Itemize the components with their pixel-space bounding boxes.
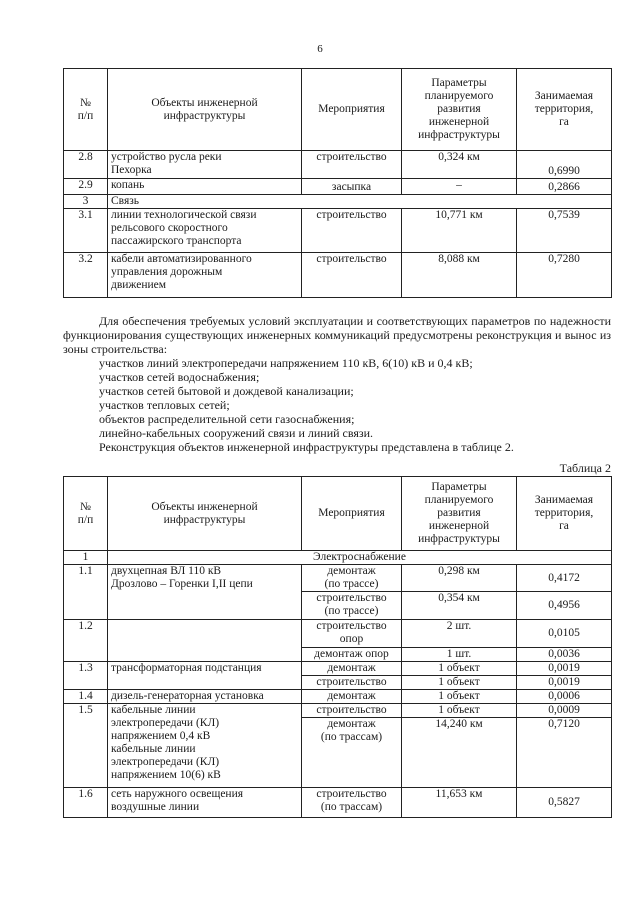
table-row bbox=[64, 565, 612, 592]
row-num: 1.4 bbox=[64, 690, 108, 704]
row-num: 3 bbox=[64, 195, 108, 209]
row-section-title: Связь bbox=[108, 195, 612, 209]
header-objects: Объекты инженерной инфраструктуры bbox=[108, 69, 302, 151]
row-measure: строительство bbox=[302, 253, 402, 298]
table-header-row bbox=[64, 69, 612, 151]
row-num: 1.3 bbox=[64, 662, 108, 690]
row-param: 11,653 км bbox=[402, 788, 517, 818]
paragraph-intro: Для обеспечения требуемых условий эксплуатации и соответствующих параметров по надежности функционирования существующих инженерных коммуникаций предусмотрены реконструкция и вынос из зоны строительства: bbox=[63, 314, 611, 356]
row-area: 0,4956 bbox=[517, 592, 612, 620]
row-object: кабельные линии электропередачи (КЛ) напряжением 0,4 кВ кабельные линии электропередачи (КЛ) напряжением 10(6) кВ bbox=[108, 704, 302, 788]
body-text bbox=[63, 314, 611, 454]
row-num: 1.6 bbox=[64, 788, 108, 818]
row-param: 1 объект bbox=[402, 662, 517, 676]
table-row bbox=[64, 704, 612, 718]
list-item: участков линий электропередачи напряжением 110 кВ, 6(10) кВ и 0,4 кВ; bbox=[99, 356, 473, 370]
row-area: 0,7539 bbox=[517, 209, 612, 253]
row-object: двухцепная ВЛ 110 кВ Дрозлово – Горенки I,II цепи bbox=[108, 565, 302, 620]
row-num: 3.2 bbox=[64, 253, 108, 298]
row-num: 3.1 bbox=[64, 209, 108, 253]
row-measure: строительство bbox=[302, 704, 402, 718]
row-area: 0,0006 bbox=[517, 690, 612, 704]
header-measures: Мероприятия bbox=[302, 477, 402, 551]
table-row bbox=[64, 253, 612, 298]
row-object: копань bbox=[108, 179, 302, 195]
row-area: 0,0019 bbox=[517, 662, 612, 676]
row-param: 10,771 км bbox=[402, 209, 517, 253]
table-row bbox=[64, 620, 612, 648]
paragraph-table-ref: Реконструкция объектов инженерной инфраструктуры представлена в таблице 2. bbox=[99, 440, 514, 454]
row-param: 0,354 км bbox=[402, 592, 517, 620]
row-param: 14,240 км bbox=[402, 718, 517, 788]
row-num: 1.5 bbox=[64, 704, 108, 788]
table-row bbox=[64, 179, 612, 195]
header-area: Занимаемая территория, га bbox=[517, 477, 612, 551]
header-num: № п/п bbox=[64, 69, 108, 151]
row-object: устройство русла реки Пехорка bbox=[108, 151, 302, 179]
row-object: трансформаторная подстанция bbox=[108, 662, 302, 690]
row-area: 0,0019 bbox=[517, 676, 612, 690]
row-param: 1 объект bbox=[402, 676, 517, 690]
row-param: 0,298 км bbox=[402, 565, 517, 592]
row-num: 1.2 bbox=[64, 620, 108, 662]
page-number: 6 bbox=[317, 43, 323, 55]
row-area: 0,0105 bbox=[517, 620, 612, 648]
row-measure: демонтаж (по трассе) bbox=[302, 565, 402, 592]
row-measure: строительство bbox=[302, 151, 402, 179]
row-param: 2 шт. bbox=[402, 620, 517, 648]
header-params: Параметры планируемого развития инженерной инфраструктуры bbox=[402, 69, 517, 151]
row-area: 0,6990 bbox=[517, 151, 612, 179]
row-param: – bbox=[402, 179, 517, 195]
infrastructure-table-2 bbox=[63, 476, 612, 818]
row-area: 0,4172 bbox=[517, 565, 612, 592]
table-row bbox=[64, 788, 612, 818]
row-area: 0,2866 bbox=[517, 179, 612, 195]
row-num: 2.8 bbox=[64, 151, 108, 179]
row-area: 0,0009 bbox=[517, 704, 612, 718]
row-param: 8,088 км bbox=[402, 253, 517, 298]
row-param: 1 объект bbox=[402, 704, 517, 718]
row-area: 0,5827 bbox=[517, 788, 612, 818]
table2-caption: Таблица 2 bbox=[559, 461, 611, 475]
row-param: 0,324 км bbox=[402, 151, 517, 179]
row-measure: строительство bbox=[302, 676, 402, 690]
table-row bbox=[64, 690, 612, 704]
row-measure: строительство опор bbox=[302, 620, 402, 648]
header-area: Занимаемая территория, га bbox=[517, 69, 612, 151]
list-item: объектов распределительной сети газоснабжения; bbox=[99, 412, 355, 426]
row-measure: демонтаж опор bbox=[302, 648, 402, 662]
row-object: кабели автоматизированного управления дорожным движением bbox=[108, 253, 302, 298]
table-row bbox=[64, 662, 612, 676]
table-header-row bbox=[64, 477, 612, 551]
list-item: линейно-кабельных сооружений связи и линий связи. bbox=[99, 426, 374, 440]
header-num: № п/п bbox=[64, 477, 108, 551]
row-num: 1.1 bbox=[64, 565, 108, 620]
list-item: участков сетей бытовой и дождевой канализации; bbox=[99, 384, 354, 398]
infrastructure-table-1 bbox=[63, 68, 612, 298]
row-object-empty bbox=[108, 620, 302, 662]
header-params: Параметры планируемого развития инженерной инфраструктуры bbox=[402, 477, 517, 551]
header-objects: Объекты инженерной инфраструктуры bbox=[108, 477, 302, 551]
list-item: участков тепловых сетей; bbox=[99, 398, 230, 412]
table-row bbox=[64, 209, 612, 253]
table-row bbox=[64, 151, 612, 179]
row-measure: демонтаж (по трассам) bbox=[302, 718, 402, 788]
row-area: 0,0036 bbox=[517, 648, 612, 662]
row-measure: строительство (по трассе) bbox=[302, 592, 402, 620]
row-measure: демонтаж bbox=[302, 662, 402, 676]
row-object: линии технологической связи рельсового скоростного пассажирского транспорта bbox=[108, 209, 302, 253]
header-measures: Мероприятия bbox=[302, 69, 402, 151]
row-object: сеть наружного освещения воздушные линии bbox=[108, 788, 302, 818]
table-row bbox=[64, 551, 612, 565]
table-row bbox=[64, 195, 612, 209]
row-measure: строительство bbox=[302, 209, 402, 253]
row-section-title: Электроснабжение bbox=[108, 551, 612, 565]
row-measure: демонтаж bbox=[302, 690, 402, 704]
row-num: 2.9 bbox=[64, 179, 108, 195]
row-measure: засыпка bbox=[302, 179, 402, 195]
row-measure: строительство (по трассам) bbox=[302, 788, 402, 818]
row-object: дизель-генераторная установка bbox=[108, 690, 302, 704]
row-area: 0,7280 bbox=[517, 253, 612, 298]
row-num: 1 bbox=[64, 551, 108, 565]
list-item: участков сетей водоснабжения; bbox=[99, 370, 260, 384]
row-area: 0,7120 bbox=[517, 718, 612, 788]
row-param: 1 шт. bbox=[402, 648, 517, 662]
row-param: 1 объект bbox=[402, 690, 517, 704]
